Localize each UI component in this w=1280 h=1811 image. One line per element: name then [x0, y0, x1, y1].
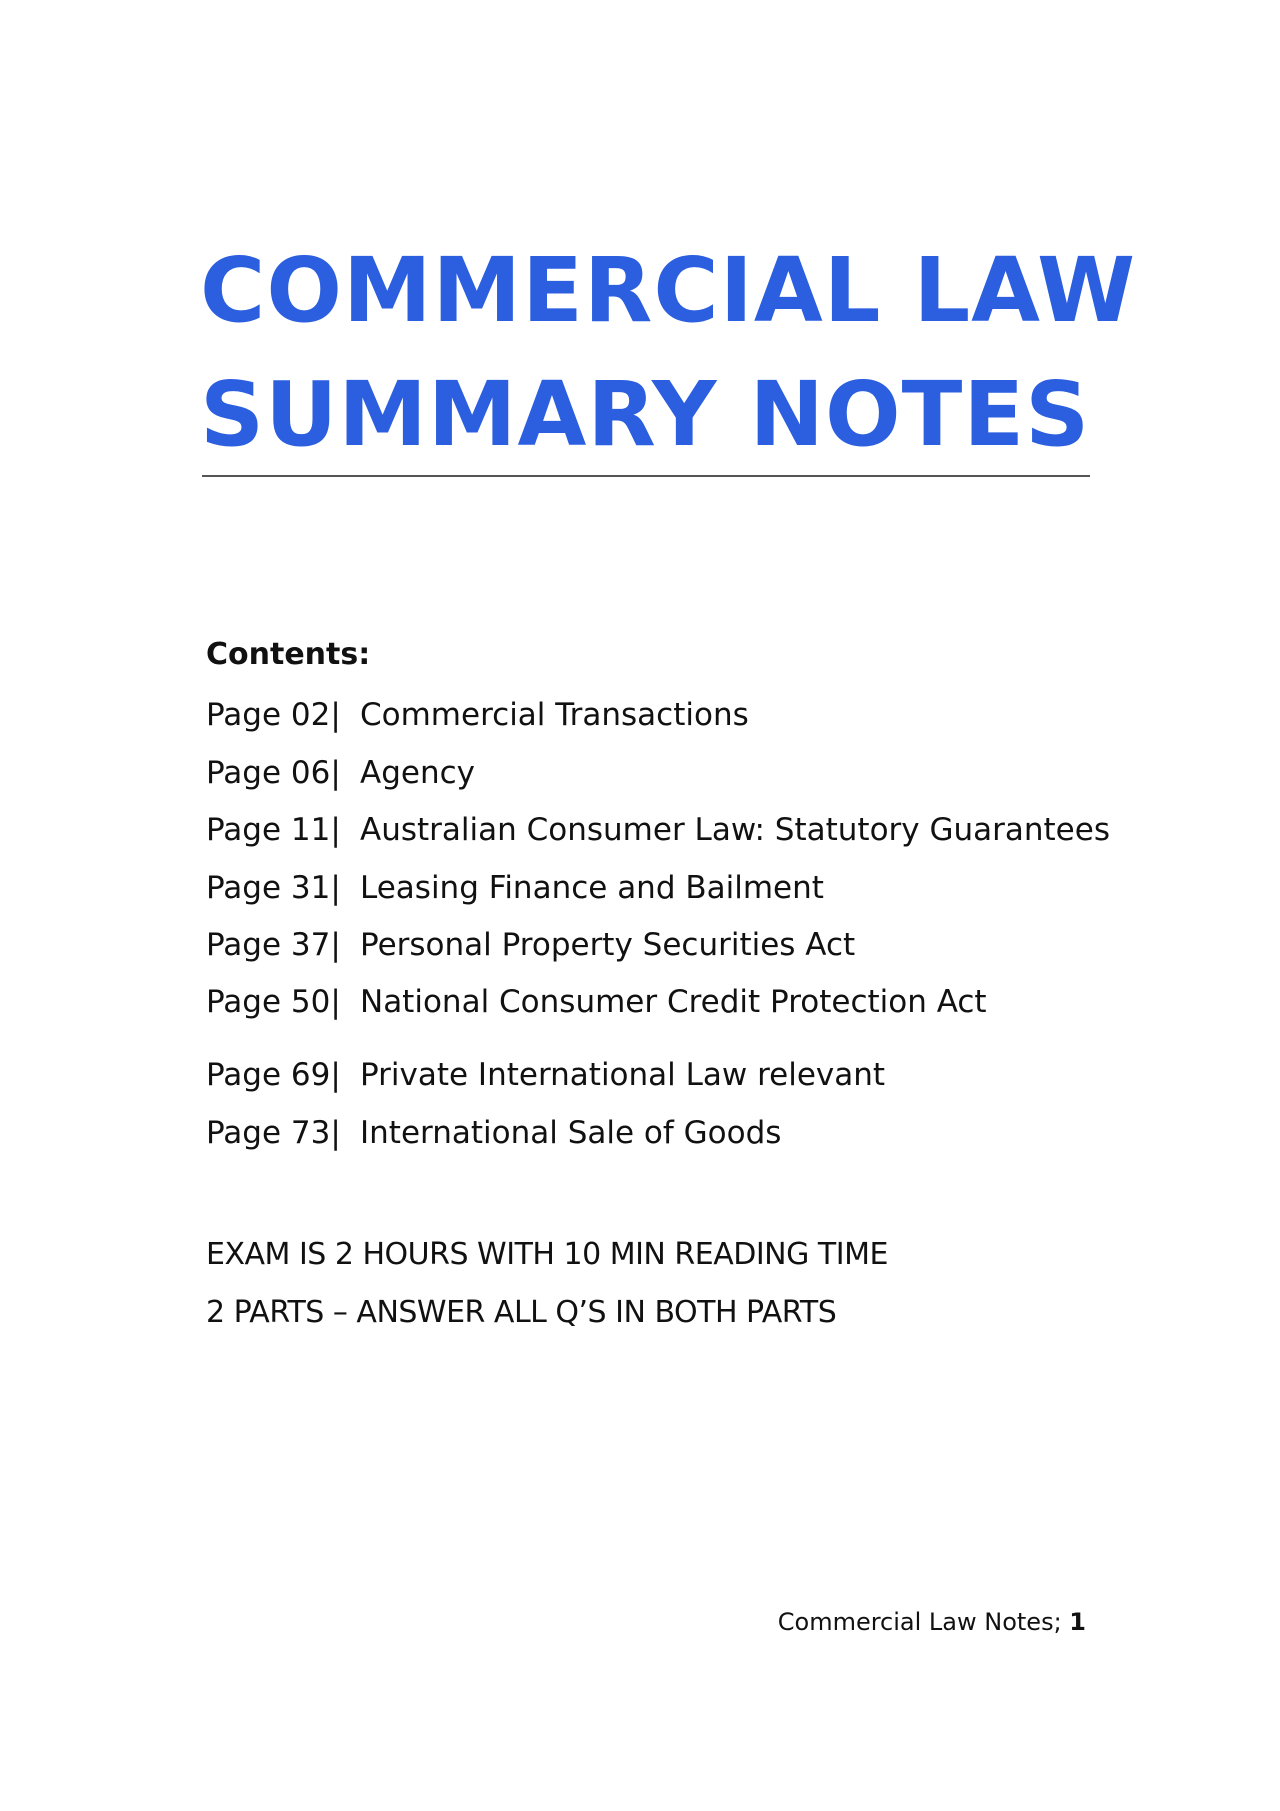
toc-item	[206, 870, 824, 906]
title-line-2: SUMMARY NOTES	[200, 362, 1091, 466]
toc-item	[206, 984, 987, 1020]
footer-label: Commercial Law Notes;	[777, 1608, 1070, 1636]
toc-title: Personal Property Securities Act	[360, 927, 856, 963]
toc-title: Private International Law relevant	[360, 1057, 886, 1093]
toc-title: Australian Consumer Law: Statutory Guarantees	[360, 812, 1110, 848]
toc-item	[206, 1057, 886, 1093]
toc-page-number: Page 37|	[206, 927, 341, 963]
toc-page-number: Page 31|	[206, 870, 341, 906]
contents-heading: Contents:	[206, 637, 371, 672]
exam-parts-note: 2 PARTS – ANSWER ALL Q’S IN BOTH PARTS	[206, 1295, 837, 1330]
toc-title: International Sale of Goods	[360, 1115, 782, 1151]
page-footer	[778, 1610, 1086, 1634]
toc-item	[206, 812, 1110, 848]
toc-item	[206, 755, 475, 791]
title-line-1: COMMERCIAL LAW	[200, 238, 1137, 342]
toc-page-number: Page 11|	[206, 812, 341, 848]
exam-duration-note: EXAM IS 2 HOURS WITH 10 MIN READING TIME	[206, 1237, 888, 1272]
toc-item	[206, 1115, 782, 1151]
toc-item	[206, 697, 749, 733]
toc-page-number: Page 02|	[206, 697, 341, 733]
toc-title: National Consumer Credit Protection Act	[360, 984, 987, 1020]
toc-item	[206, 927, 856, 963]
toc-page-number: Page 50|	[206, 984, 341, 1020]
toc-title: Leasing Finance and Bailment	[360, 870, 824, 906]
toc-page-number: Page 73|	[206, 1115, 341, 1151]
toc-page-number: Page 06|	[206, 755, 341, 791]
footer-page-number: 1	[1069, 1608, 1086, 1636]
toc-page-number: Page 69|	[206, 1057, 341, 1093]
toc-title: Commercial Transactions	[360, 697, 749, 733]
title-divider	[202, 475, 1090, 477]
toc-title: Agency	[360, 755, 475, 791]
